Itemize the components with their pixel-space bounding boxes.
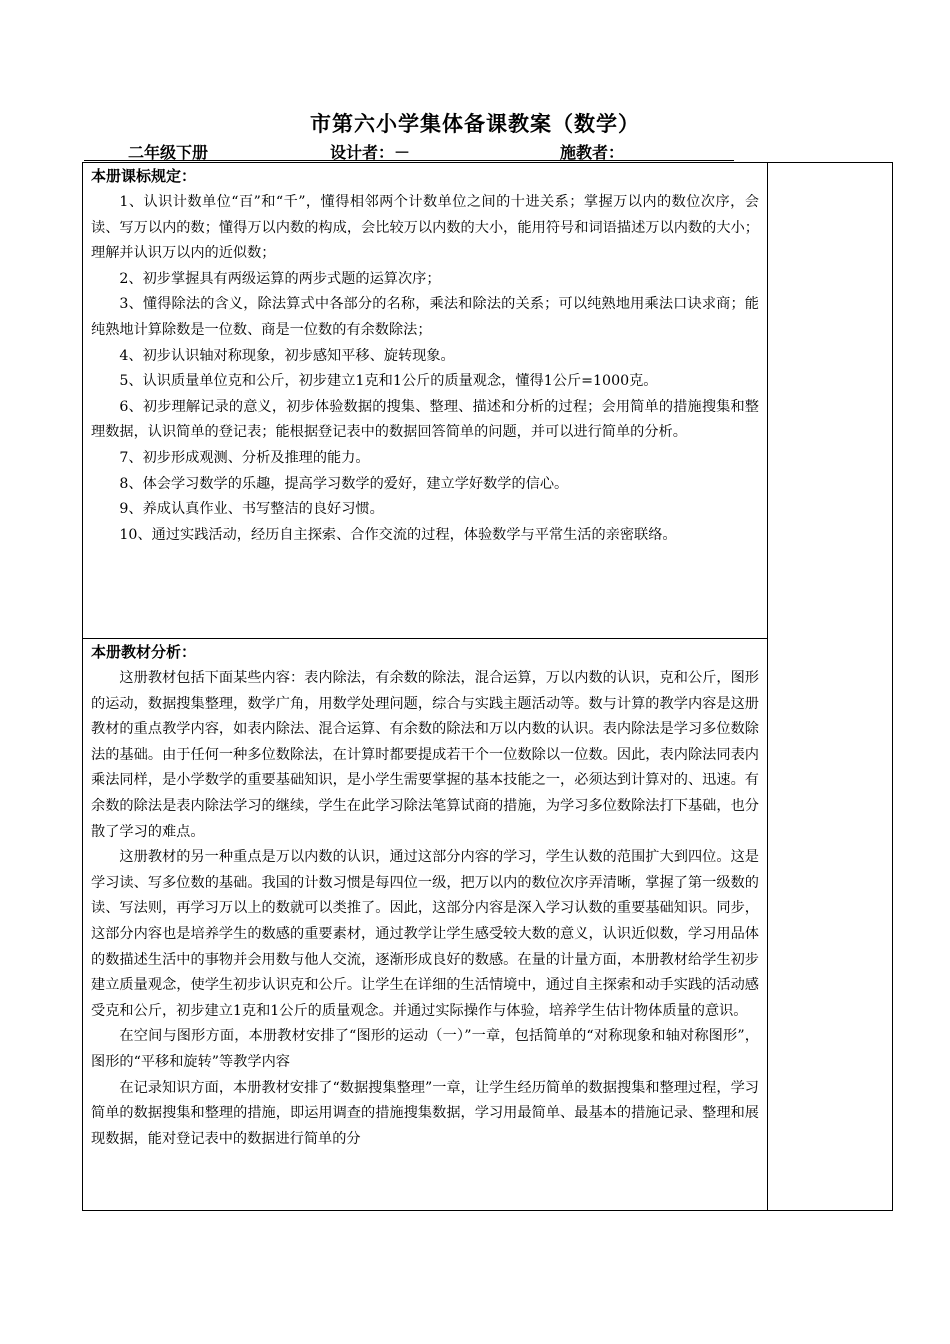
analysis-paragraph: 在空间与图形方面，本册教材安排了“图形的运动（一）”一章，包括简单的“对称现象和轴对称图形”，图形的“平移和旋转”等教学内容 — [91, 1028, 759, 1070]
requirement-item: 7、初步形成观测、分析及推理的能力。 — [119, 449, 370, 466]
designer-label: 设计者：－ — [330, 143, 411, 162]
header-info-line — [84, 140, 734, 161]
analysis-paragraph: 这册教材的另一种重点是万以内数的认识，通过这部分内容的学习，学生认数的范围扩大到四位。这是学习读、写多位数的基础。我国的计数习惯是每四位一级，把万以内的数位次序弄清晰，掌握了第一级数的读、写法则，再学习万以上的数就可以类推了。因此，这部分内容是深入学习认数的重要基础知识。同步，这部分内容也是培养学生的数感的重要素材，通过教学让学生感受较大数的意义，认识近似数，学习用品体的数描述生活中的事物并会用数与他人交流，逐渐形成良好的数感。在量的计量方面，本册教材给学生初步建立质量观念，使学生初步认识克和公斤。让学生在详细的生活情境中，通过自主探索和动手实践的活动感受克和公斤，初步建立1克和1公斤的质量观念。并通过实际操作与体验，培养学生估计物体质量的意识。 — [91, 849, 759, 1019]
notes-column — [768, 163, 893, 1211]
requirement-item: 6、初步理解记录的意义，初步体验数据的搜集、整理、描述和分析的过程；会用简单的措施搜集和整理数据，认识简单的登记表；能根据登记表中的数据回答简单的问题，并可以进行简单的分析。 — [91, 398, 759, 441]
table-row — [83, 163, 893, 639]
section-heading: 本册课标规定： — [91, 167, 197, 185]
textbook-analysis-cell — [83, 639, 768, 1211]
requirement-item: 3、懂得除法的含义，除法算式中各部分的名称，乘法和除法的关系；可以纯熟地用乘法口诀求商；能纯熟地计算除数是一位数、商是一位数的有余数除法； — [91, 296, 759, 338]
requirement-item: 2、初步掌握具有两级运算的两步式题的运算次序； — [119, 270, 441, 287]
lesson-plan-table — [82, 162, 893, 1211]
curriculum-requirements-cell — [83, 163, 768, 639]
section-heading: 本册教材分析： — [91, 643, 197, 661]
analysis-paragraph: 在记录知识方面，本册教材安排了“数据搜集整理”一章，让学生经历简单的数据搜集和整理过程，学习简单的数据搜集和整理的措施，即运用调查的措施搜集数据，学习用最简单、最基本的措施记录、整理和展现数据，能对登记表中的数据进行简单的分 — [91, 1079, 759, 1147]
document-title: 市第六小学集体备课教案（数学） — [310, 112, 640, 136]
requirement-item: 10、通过实践活动，经历自主探索、合作交流的过程，体验数学与平常生活的亲密联络。 — [119, 526, 677, 543]
requirement-item: 8、体会学习数学的乐趣，提高学习数学的爱好，建立学好数学的信心。 — [119, 475, 569, 492]
requirement-item: 1、认识计数单位“百”和“千”，懂得相邻两个计数单位之间的十进关系；掌握万以内的数位次序，会读、写万以内的数；懂得万以内数的构成，会比较万以内数的大小，能用符号和词语描述万以内数的大小；理解并认识万以内的近似数； — [91, 194, 759, 262]
teacher-label: 施教者： — [560, 143, 625, 162]
requirement-item: 4、初步认识轴对称现象，初步感知平移、旋转现象。 — [119, 347, 455, 364]
requirement-item: 9、养成认真作业、书写整洁的良好习惯。 — [119, 501, 384, 518]
grade-label: 二年级下册 — [128, 143, 209, 162]
analysis-paragraph: 这册教材包括下面某些内容：表内除法，有余数的除法，混合运算，万以内数的认识，克和公斤，图形的运动，数据搜集整理，数学广角，用数学处理问题，综合与实践主题活动等。数与计算的教学内容是这册教材的重点教学内容，如表内除法、混合运算、有余数的除法和万以内数的认识。表内除法是学习多位数除法的基础。由于任何一种多位数除法，在计算时都要提成若干个一位数除以一位数。因此，表内除法同表内乘法同样，是小学数学的重要基础知识，是小学生需要掌握的基本技能之一，必须达到计算对的、迅速。有余数的除法是表内除法学习的继续，学生在此学习除法笔算试商的措施，为学习多位数除法打下基础，也分散了学习的难点。 — [91, 670, 759, 840]
requirement-item: 5、认识质量单位克和公斤，初步建立1克和1公斤的质量观念，懂得1公斤=1000克。 — [119, 373, 658, 390]
